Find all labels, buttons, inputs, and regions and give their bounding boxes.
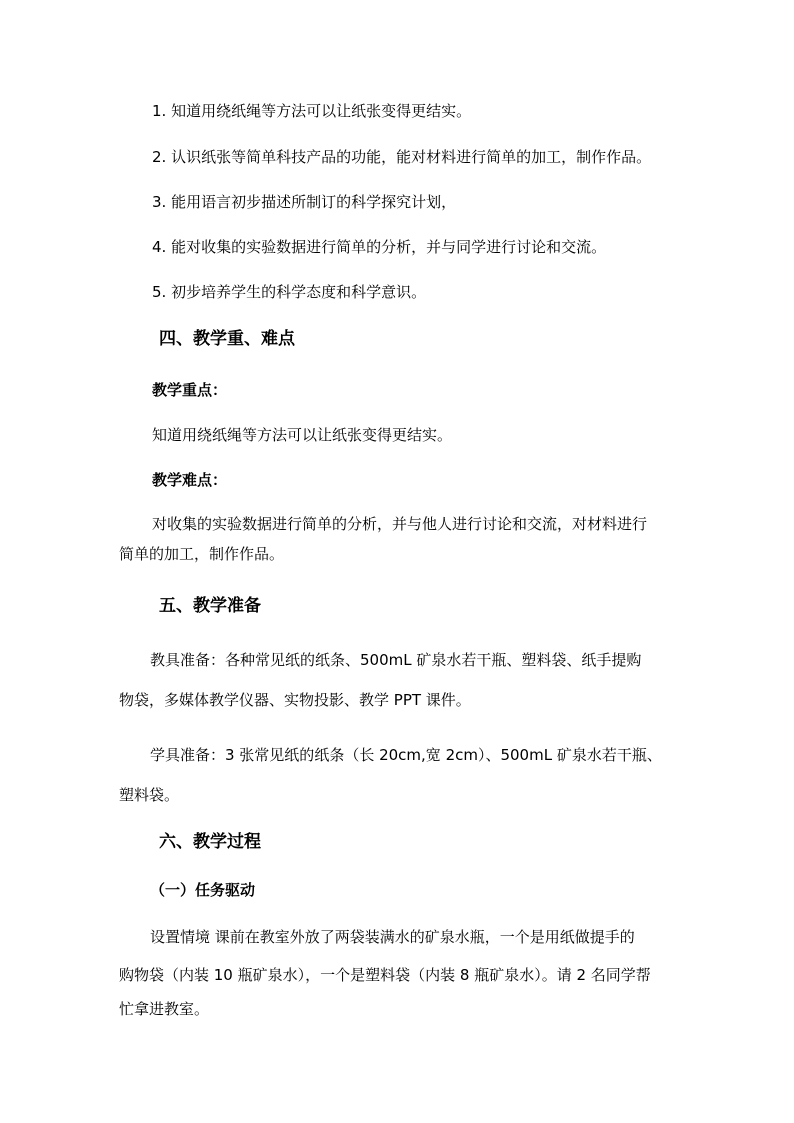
objective-3: 3. 能用语言初步描述所制订的科学探究计划，: [152, 193, 457, 211]
difficult-points-label: 教学难点：: [152, 471, 228, 489]
process-para-line-2: 购物袋（内装 10 瓶矿泉水），一个是塑料袋（内装 8 瓶矿泉水）。请 2 名同学帮: [119, 966, 651, 984]
difficult-points-line-1: 对收集的实验数据进行简单的分析，并与他人进行讨论和交流，对材料进行: [152, 515, 648, 533]
key-points-text: 知道用绕纸绳等方法可以让纸张变得更结实。: [152, 426, 453, 444]
section-heading-process: 六、教学过程: [159, 832, 261, 852]
key-points-label: 教学重点：: [152, 381, 228, 399]
objective-1: 1. 知道用绕纸绳等方法可以让纸张变得更结实。: [152, 102, 472, 120]
difficult-points-line-2: 简单的加工，制作作品。: [119, 545, 285, 563]
teacher-prep-line-1: 教具准备：各种常见纸的纸条、500mL 矿泉水若干瓶、塑料袋、纸手提购: [150, 651, 642, 669]
teacher-prep-line-2: 物袋，多媒体教学仪器、实物投影、教学 PPT 课件。: [119, 691, 471, 709]
section-heading-preparation: 五、教学准备: [159, 596, 261, 616]
objective-5: 5. 初步培养学生的科学态度和科学意识。: [152, 283, 427, 301]
student-prep-line-1: 学具准备：3 张常见纸的纸条（长 20cm,宽 2cm）、500mL 矿泉水若干瓶、: [150, 746, 662, 764]
process-para-line-3: 忙拿进教室。: [119, 1000, 210, 1018]
process-para-line-1: 设置情境 课前在教室外放了两袋装满水的矿泉水瓶，一个是用纸做提手的: [150, 928, 635, 946]
objective-4: 4. 能对收集的实验数据进行简单的分析，并与同学进行讨论和交流。: [152, 238, 607, 256]
section-heading-key-points: 四、教学重、难点: [159, 329, 295, 349]
student-prep-line-2: 塑料袋。: [119, 786, 180, 804]
objective-2: 2. 认识纸张等简单科技产品的功能，能对材料进行简单的加工，制作作品。: [152, 148, 652, 166]
sub-heading-task: （一）任务驱动: [150, 881, 256, 899]
